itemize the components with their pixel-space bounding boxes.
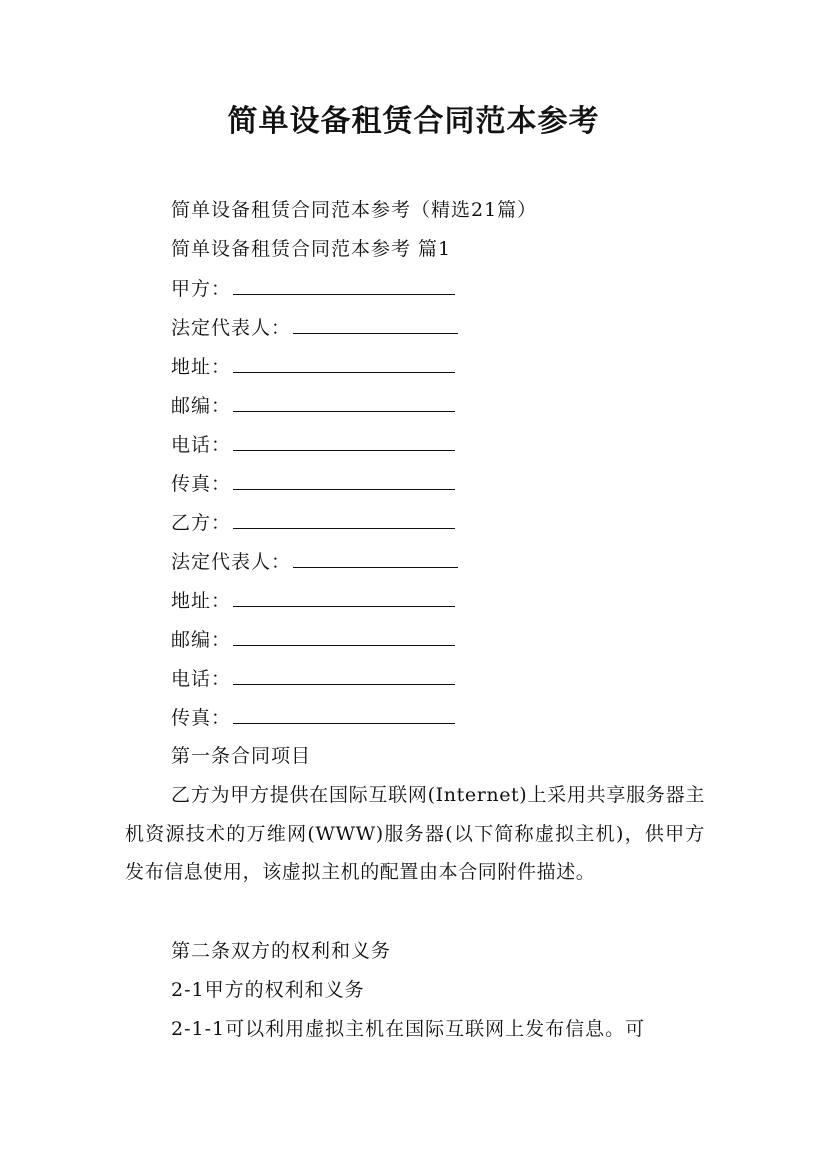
party-b-phone-field bbox=[171, 664, 455, 693]
party-a-phone-blank bbox=[233, 430, 455, 451]
clause-2-1-1: 2-1-1可以利用虚拟主机在国际互联网上发布信息。可 bbox=[171, 1018, 646, 1040]
party-b-phone-label: 电话： bbox=[171, 668, 232, 690]
party-b-postcode-blank bbox=[233, 625, 455, 646]
article-1-body: 乙方为甲方提供在国际互联网(Internet)上采用共享服务器主机资源技术的万维网(WWW)服务器(以下简称虚拟主机)，供甲方发布信息使用，该虚拟主机的配置由本合同附件描述。 bbox=[125, 784, 705, 883]
party-a-fax-blank bbox=[233, 469, 455, 490]
party-a-rep-blank bbox=[293, 313, 458, 334]
party-b-address-blank bbox=[233, 586, 455, 607]
party-a-postcode-field bbox=[171, 391, 455, 420]
party-a-address-label: 地址： bbox=[171, 356, 232, 378]
party-a-label: 甲方： bbox=[171, 278, 232, 300]
party-b-address-label: 地址： bbox=[171, 590, 232, 612]
party-b-fax-blank bbox=[233, 703, 455, 724]
party-a-blank bbox=[233, 274, 455, 295]
party-a-rep-label: 法定代表人： bbox=[171, 317, 292, 339]
party-a-postcode-blank bbox=[233, 391, 455, 412]
document-title: 简单设备租赁合同范本参考 bbox=[227, 104, 600, 139]
article-2-heading: 第二条双方的权利和义务 bbox=[171, 940, 392, 962]
party-b-rep-label: 法定代表人： bbox=[171, 551, 292, 573]
party-a-fax-field bbox=[171, 469, 455, 498]
party-a-postcode-label: 邮编： bbox=[171, 395, 232, 417]
party-a-phone-label: 电话： bbox=[171, 434, 232, 456]
party-b-phone-blank bbox=[233, 664, 455, 685]
party-a-address-field bbox=[171, 352, 455, 381]
party-b-field bbox=[171, 508, 455, 537]
party-b-label: 乙方： bbox=[171, 512, 232, 534]
party-b-rep-blank bbox=[293, 547, 458, 568]
party-b-blank bbox=[233, 508, 455, 529]
party-b-postcode-field bbox=[171, 625, 455, 654]
party-a-phone-field bbox=[171, 430, 455, 459]
clause-2-1: 2-1甲方的权利和义务 bbox=[171, 979, 365, 1001]
party-b-address-field bbox=[171, 586, 455, 615]
party-b-rep-field bbox=[171, 547, 458, 576]
party-b-fax-field bbox=[171, 703, 455, 732]
section-heading: 简单设备租赁合同范本参考 篇1 bbox=[171, 238, 452, 260]
party-a-rep-field bbox=[171, 313, 458, 342]
party-b-postcode-label: 邮编： bbox=[171, 629, 232, 651]
party-b-fax-label: 传真： bbox=[171, 707, 232, 729]
party-a-fax-label: 传真： bbox=[171, 473, 232, 495]
party-a-address-blank bbox=[233, 352, 455, 373]
document-subtitle: 简单设备租赁合同范本参考（精选21篇） bbox=[171, 199, 538, 221]
party-a-field bbox=[171, 274, 455, 303]
article-1-heading: 第一条合同项目 bbox=[171, 745, 312, 767]
